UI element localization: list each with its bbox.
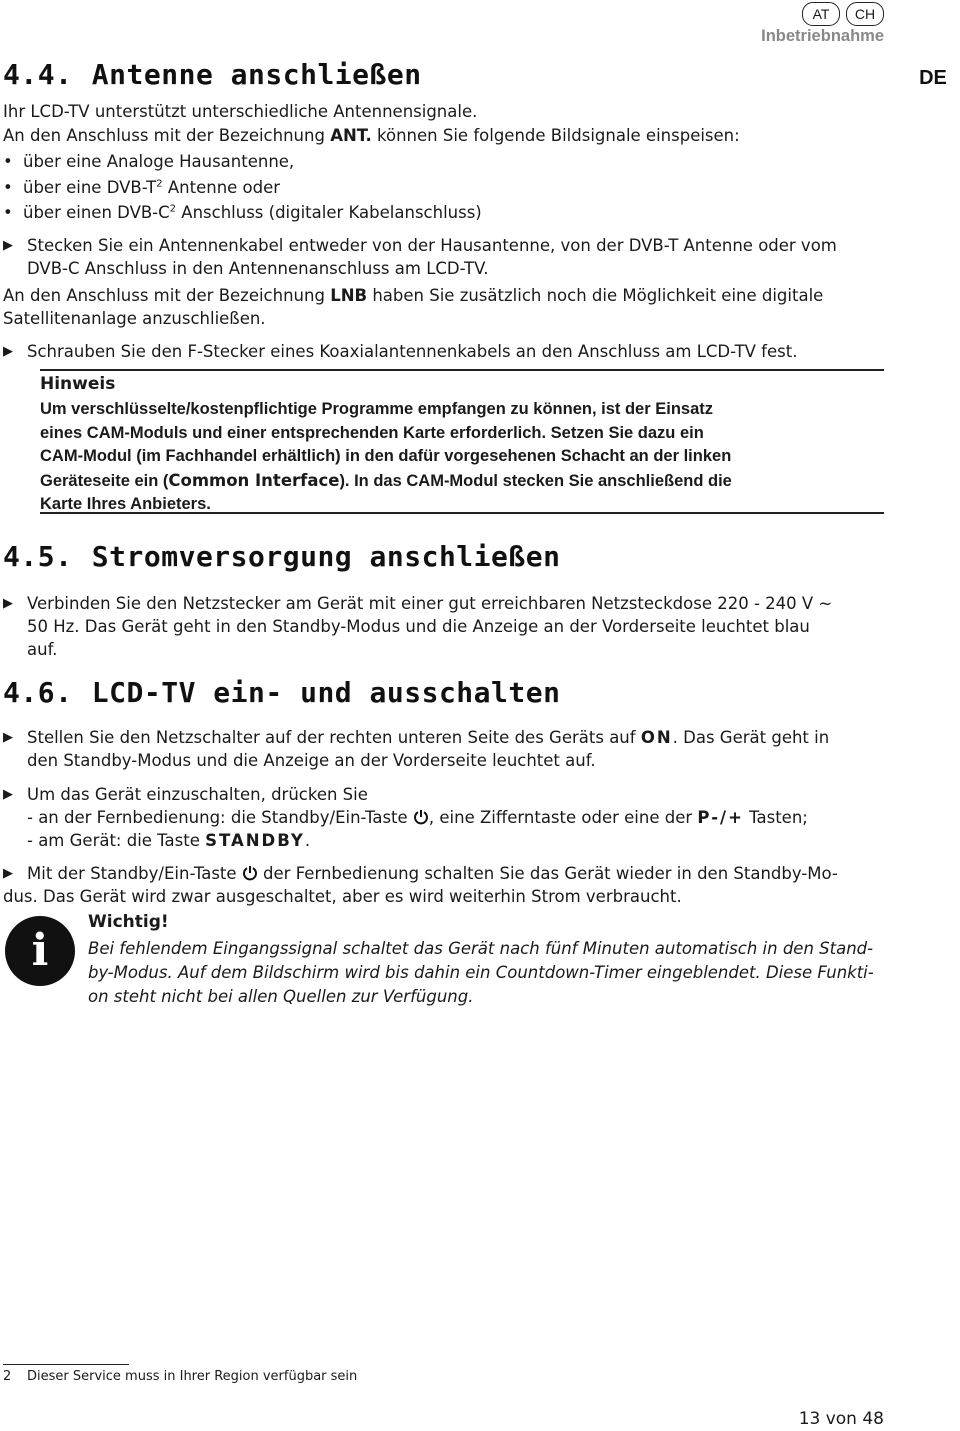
step-text: Stecken Sie ein Antennenkabel entweder von der Hausantenne, von der DVB-T Antenne oder vom (27, 236, 837, 255)
language-tab: DE (906, 58, 960, 98)
info-icon: i (5, 916, 75, 986)
power-icon (242, 865, 258, 881)
note-line: eines CAM-Moduls und einer entsprechenden Karte erforderlich. Setzen Sie dazu ein (40, 423, 704, 442)
step-text: Stellen Sie den Netzschalter auf der rechten unteren Seite des Geräts auf (27, 728, 641, 747)
ant-label: ANT. (330, 126, 372, 145)
footnote (3, 1369, 357, 1384)
important-line: Bei fehlendem Eingangssignal schaltet das Gerät nach fünf Minuten automatisch in den Stand- (88, 939, 874, 958)
section-number: 4.5. (3, 540, 73, 573)
section-title: Stromversorgung anschließen (91, 540, 561, 573)
country-badge-ch: CH (846, 2, 884, 26)
note-line: Karte Ihres Anbieters. (40, 495, 211, 513)
standby-label: STANDBY (205, 831, 305, 850)
step-text: Mit der Standby/Ein-Taste (27, 864, 242, 883)
bullet: • (3, 178, 13, 197)
important-line: on steht nicht bei allen Quellen zur Verfügung. (88, 987, 474, 1006)
section-heading-4-5 (3, 540, 560, 573)
important-line: by-Modus. Auf dem Bildschirm wird bis dahin ein Countdown-Timer eingeblendet. Diese Funkti- (88, 963, 874, 982)
note-line: Um verschlüsselte/kostenpflichtige Programme empfangen zu können, ist der Einsatz (40, 400, 714, 418)
section-heading-4-4 (3, 58, 422, 91)
instruction-step (3, 862, 887, 908)
list-item-text: Antenne oder (162, 178, 281, 197)
note-bottom-rule (40, 512, 884, 514)
step-text: . (304, 831, 311, 850)
list-item-text: Anschluss (digitaler Kabelanschluss) (176, 203, 482, 222)
step-text: - an der Fernbedienung: die Standby/Ein-Taste (27, 808, 413, 827)
section-title: Antenne anschließen (91, 58, 422, 91)
note-body (40, 398, 860, 517)
footnote-ref: 2 (156, 178, 163, 190)
footnote-ref: 2 (169, 203, 177, 215)
arrow-right-icon: ▶ (3, 238, 13, 253)
text-run: haben Sie zusätzlich noch die Möglichkeit eine digitale (367, 286, 824, 305)
instruction-step (3, 726, 887, 772)
important-title: Wichtig! (88, 912, 169, 932)
intro-line-1: Ihr LCD-TV unterstützt unterschiedliche Antennensignale. (3, 102, 478, 121)
step-text: Um das Gerät einzuschalten, drücken Sie (27, 785, 368, 804)
instruction-step (3, 592, 887, 661)
instruction-step (3, 340, 887, 363)
important-body (88, 937, 888, 1009)
on-label: ON (640, 728, 673, 747)
step-text: Verbinden Sie den Netzstecker am Gerät mit einer gut erreichbaren Netzsteckdose 220 - 240 V ~ (27, 594, 833, 613)
lnb-label: LNB (330, 286, 368, 305)
step-text: - am Gerät: die Taste (27, 831, 206, 850)
note-top-rule (40, 369, 884, 371)
step-text: Schrauben Sie den F-Stecker eines Koaxialantennenkabels an den Anschluss am LCD-TV fest. (27, 342, 798, 361)
step-text: auf. (27, 640, 58, 659)
lnb-paragraph (3, 284, 883, 330)
section-number: 4.4. (3, 58, 73, 91)
step-text: der Fernbedienung schalten Sie das Gerät wieder in den Standby-Mo- (257, 864, 838, 883)
section-number: 4.6. (3, 676, 73, 709)
country-badge-at: AT (802, 2, 840, 26)
arrow-right-icon: ▶ (3, 730, 13, 745)
text-run: An den Anschluss mit der Bezeichnung (3, 126, 331, 145)
arrow-right-icon: ▶ (3, 596, 13, 611)
list-item (3, 176, 883, 199)
text-run: können Sie folgende Bildsignale einspeisen: (371, 126, 740, 145)
bullet: • (3, 203, 13, 222)
step-text: . Das Gerät geht in (672, 728, 830, 747)
section-heading-4-6 (3, 676, 560, 709)
header-title: Inbetriebnahme (761, 27, 884, 45)
note-line: CAM-Modul (im Fachhandel erhältlich) in den dafür vorgesehenen Schacht an der linken (40, 447, 732, 465)
note-line: Geräteseite ein ( (40, 471, 169, 490)
text-run: An den Anschluss mit der Bezeichnung (3, 286, 331, 305)
step-text: dus. Das Gerät wird zwar ausgeschaltet, aber es wird weiterhin Strom verbraucht. (3, 887, 682, 906)
list-item (3, 150, 883, 173)
section-title: LCD-TV ein- und ausschalten (91, 676, 561, 709)
footnote-number: 2 (3, 1369, 12, 1384)
list-item-text: über eine Analoge Hausantenne, (23, 152, 295, 171)
list-item (3, 201, 883, 224)
arrow-right-icon: ▶ (3, 866, 13, 881)
bullet: • (3, 152, 13, 171)
note-title: Hinweis (40, 374, 116, 394)
note-line: ). In das CAM-Modul stecken Sie anschließend die (339, 471, 732, 490)
arrow-right-icon: ▶ (3, 344, 13, 359)
step-text: DVB-C Anschluss in den Antennenanschluss am LCD-TV. (27, 259, 489, 278)
p-plus-minus-label: P-/+ (697, 808, 744, 827)
intro-line-2 (3, 124, 883, 147)
list-item-text: über eine DVB-T (23, 178, 157, 197)
instruction-step (3, 234, 887, 280)
step-text: , eine Zifferntaste oder eine der (428, 808, 698, 827)
instruction-step (3, 783, 887, 852)
power-icon (413, 809, 429, 825)
step-text: den Standby-Modus und die Anzeige an der Vorderseite leuchtet auf. (27, 751, 596, 770)
list-item-text: über einen DVB-C (23, 203, 170, 222)
step-text: Tasten; (743, 808, 808, 827)
arrow-right-icon: ▶ (3, 787, 13, 802)
common-interface-label: Common Interface (168, 470, 340, 490)
step-text: 50 Hz. Das Gerät geht in den Standby-Modus und die Anzeige an der Vorderseite leuchtet blau (27, 617, 810, 636)
page-number: 13 von 48 (798, 1409, 884, 1429)
text-run: Satellitenanlage anzuschließen. (3, 309, 266, 328)
footnote-rule (3, 1364, 129, 1365)
footnote-text: Dieser Service muss in Ihrer Region verfügbar sein (27, 1369, 358, 1384)
